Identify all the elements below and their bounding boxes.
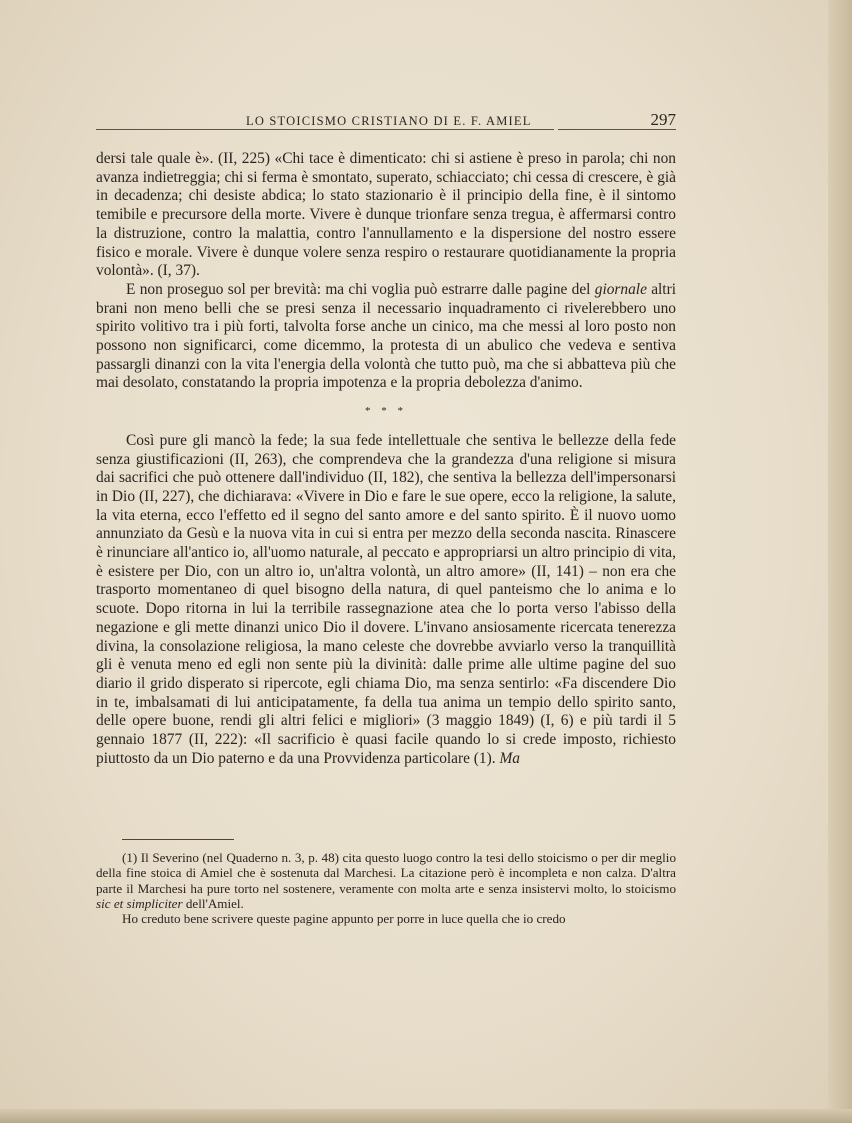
paragraph-2-end: altri brani non meno belli che se presi senza il necessario inquadramento ci rivelerebbero uno spirito volitivo tra i più forti, talvolta forse anche un cinico, ma che messi al loro posto non possono non significarci, come dicemmo, la protesta di un abulico che vedeva e sentiva passargli dinanzi con la vita l'energia della volontà che tutto può, ma che si abbatteva più che mai desolato, constatando la propria impotenza e la propria debolezza d'animo. bbox=[96, 280, 676, 392]
header-rule bbox=[96, 129, 554, 130]
paragraph-2-italic: giornale bbox=[594, 280, 647, 298]
footnote-1-italic: sic et simpliciter bbox=[96, 895, 183, 911]
running-header bbox=[96, 112, 676, 134]
section-separator: * * * bbox=[365, 405, 407, 418]
paragraph-3 bbox=[96, 432, 676, 769]
footnote-1-end: dell'Amiel. bbox=[182, 895, 244, 911]
running-title: LO STOICISMO CRISTIANO DI E. F. AMIEL bbox=[246, 114, 532, 128]
footnotes bbox=[96, 850, 676, 926]
page-bottom-edge bbox=[0, 1109, 852, 1123]
footnote-1 bbox=[96, 850, 676, 911]
page-edge bbox=[828, 0, 852, 1123]
page-number: 297 bbox=[650, 110, 676, 129]
paragraph-2-start: E non proseguo sol per brevità: ma chi voglia può estrarre dalle pagine del bbox=[126, 280, 595, 298]
header-rule-right bbox=[558, 129, 676, 130]
paragraph-1: dersi tale quale è». (II, 225) «Chi tace è dimenticato: chi si astiene è preso in parola; chi non avanza indietreggia; chi si ferma è smontato, superato, schiacciato; chi cessa di crescere, è già in decadenza; chi desiste abdica; lo stato stazionario è il principio della fine, è il sintomo temibile e precursore della morte. Vivere è dunque trionfare senza tregua, è affermarsi contro la distruzione, contro la malattia, contro l'annullamento e la dispersione del nostro essere fisico e morale. Vivere è dunque volere senza respiro o restaurare quotidianamente la propria volontà». (I, 37). bbox=[96, 150, 676, 280]
paragraph-2 bbox=[96, 281, 676, 393]
footnote-rule bbox=[122, 839, 234, 840]
paragraph-3-italic: Ma bbox=[499, 749, 520, 767]
footnote-2: Ho creduto bene scrivere queste pagine appunto per porre in luce quella che io credo bbox=[122, 911, 566, 927]
footnote-1-start: (1) Il Severino (nel Quaderno n. 3, p. 48) cita questo luogo contro la tesi dello stoicismo o per dir meglio della fine stoica di Amiel che è sostenuta dal Marchesi. La citazione però è incompleta e non calza. D'altra parte il Marchesi ha pure torto nel sostenere, veramente con molta arte e senza insistervi molto, lo stoicismo bbox=[96, 850, 676, 896]
paragraph-3-text: Così pure gli mancò la fede; la sua fede intellettuale che sentiva le bellezze della fede senza giustificazioni (II, 263), che comprendeva che la grandezza d'una religione si misura dai sacrifici che può ottenere dall'individuo (II, 182), che sentiva la bellezza dell'impersonarsi in Dio (II, 227), che dichiarava: «Vivere in Dio e fare le sue opere, ecco la religione, la salute, la vita eterna, ecco l'effetto ed il segno del santo amore e del santo spirito. È il nuovo uomo annunziato da Gesù e la nuova vita in cui si entra per mezzo della seconda nascita. Rinascere è rinunciare all'antico io, all'uomo naturale, al peccato e appropriarsi un altro principio di vita, è esistere per Dio, con un altro io, un'altra volontà, un altro amore» (II, 141) – non era che trasporto momentaneo di quel bisogno della natura, di quel panteismo che lo anima e lo scuote. Dopo ritorna in lui la terribile rassegnazione atea che lo porta verso l'abisso della negazione e gli mette dinanzi unico Dio il dovere. L'invano ansiosamente ricercata tenerezza divina, la consolazione religiosa, la mano celeste che dovrebbe avviarlo verso la tranquillità gli è venuta meno ed egli non sente più la divinità: dalle prime alle ultime pagine del suo diario il grido disperato si ripercote, egli chiama Dio, ma senza sentirlo: «Fa discendere Dio in te, imbalsamati di lui anticipatamente, fa della tua anima un tempio dello spirito santo, delle opere buone, rendi gli altri felici e migliori» (3 maggio 1849) (I, 6) e più tardi il 5 gennaio 1877 (II, 222): «Il sacrificio è quasi facile quando lo si crede imposto, richiesto piuttosto da un Dio paterno e da una Provvidenza particolare (1). bbox=[96, 431, 676, 767]
main-text bbox=[96, 150, 676, 769]
